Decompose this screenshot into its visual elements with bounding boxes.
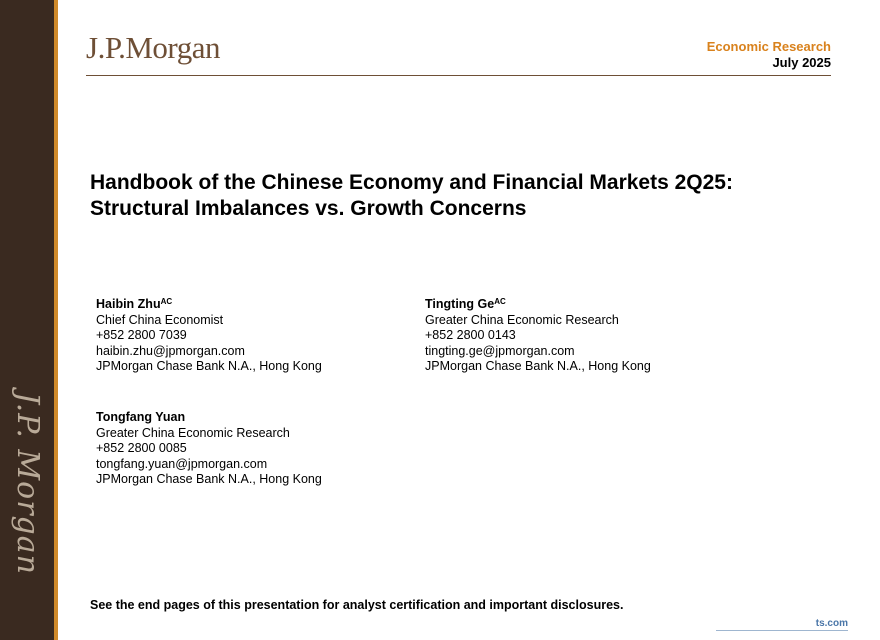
title-line-2: Structural Imbalances vs. Growth Concerns	[90, 197, 527, 220]
author-card	[425, 297, 651, 375]
side-accent-stripe	[54, 0, 58, 640]
author-name: Tingting Ge	[425, 297, 495, 311]
author-phone: +852 2800 0143	[425, 328, 516, 343]
author-entity: JPMorgan Chase Bank N.A., Hong Kong	[96, 359, 322, 374]
author-name: Tongfang Yuan	[96, 410, 186, 424]
footer-link-underline	[716, 630, 848, 631]
author-name: Haibin Zhu	[96, 297, 161, 311]
author-name-row	[96, 410, 322, 426]
author-card	[96, 410, 322, 488]
author-phone: +852 2800 7039	[96, 328, 187, 343]
header-meta	[707, 39, 831, 71]
author-entity: JPMorgan Chase Bank N.A., Hong Kong	[96, 472, 322, 487]
author-email: tingting.ge@jpmorgan.com	[425, 343, 575, 358]
author-role: Chief China Economist	[96, 312, 224, 327]
department-label: Economic Research	[706, 39, 831, 54]
title-line-1: Handbook of the Chinese Economy and Financial Markets 2Q25:	[90, 171, 733, 194]
disclosure-notice: See the end pages of this presentation for analyst certification and important disclosures.	[90, 598, 624, 612]
side-script-logo	[4, 391, 50, 575]
analyst-certification-mark: AC	[494, 297, 506, 306]
author-phone: +852 2800 0085	[96, 441, 187, 456]
analyst-certification-mark: AC	[160, 297, 173, 306]
author-card	[96, 297, 322, 375]
author-name-row	[425, 297, 651, 313]
author-name-row	[96, 297, 322, 313]
author-email: tongfang.yuan@jpmorgan.com	[96, 456, 268, 471]
author-role: Greater China Economic Research	[425, 312, 619, 327]
footer-link[interactable]: ts.com	[815, 618, 848, 629]
jpmorgan-logo: J.P.Morgan	[86, 30, 220, 65]
author-entity: JPMorgan Chase Bank N.A., Hong Kong	[425, 359, 651, 374]
author-email: haibin.zhu@jpmorgan.com	[96, 343, 245, 358]
side-script-text: J.P. Morgan	[9, 391, 45, 575]
author-role: Greater China Economic Research	[96, 425, 290, 440]
report-title	[90, 170, 810, 222]
report-date: July 2025	[772, 55, 831, 70]
header-divider	[86, 75, 831, 76]
